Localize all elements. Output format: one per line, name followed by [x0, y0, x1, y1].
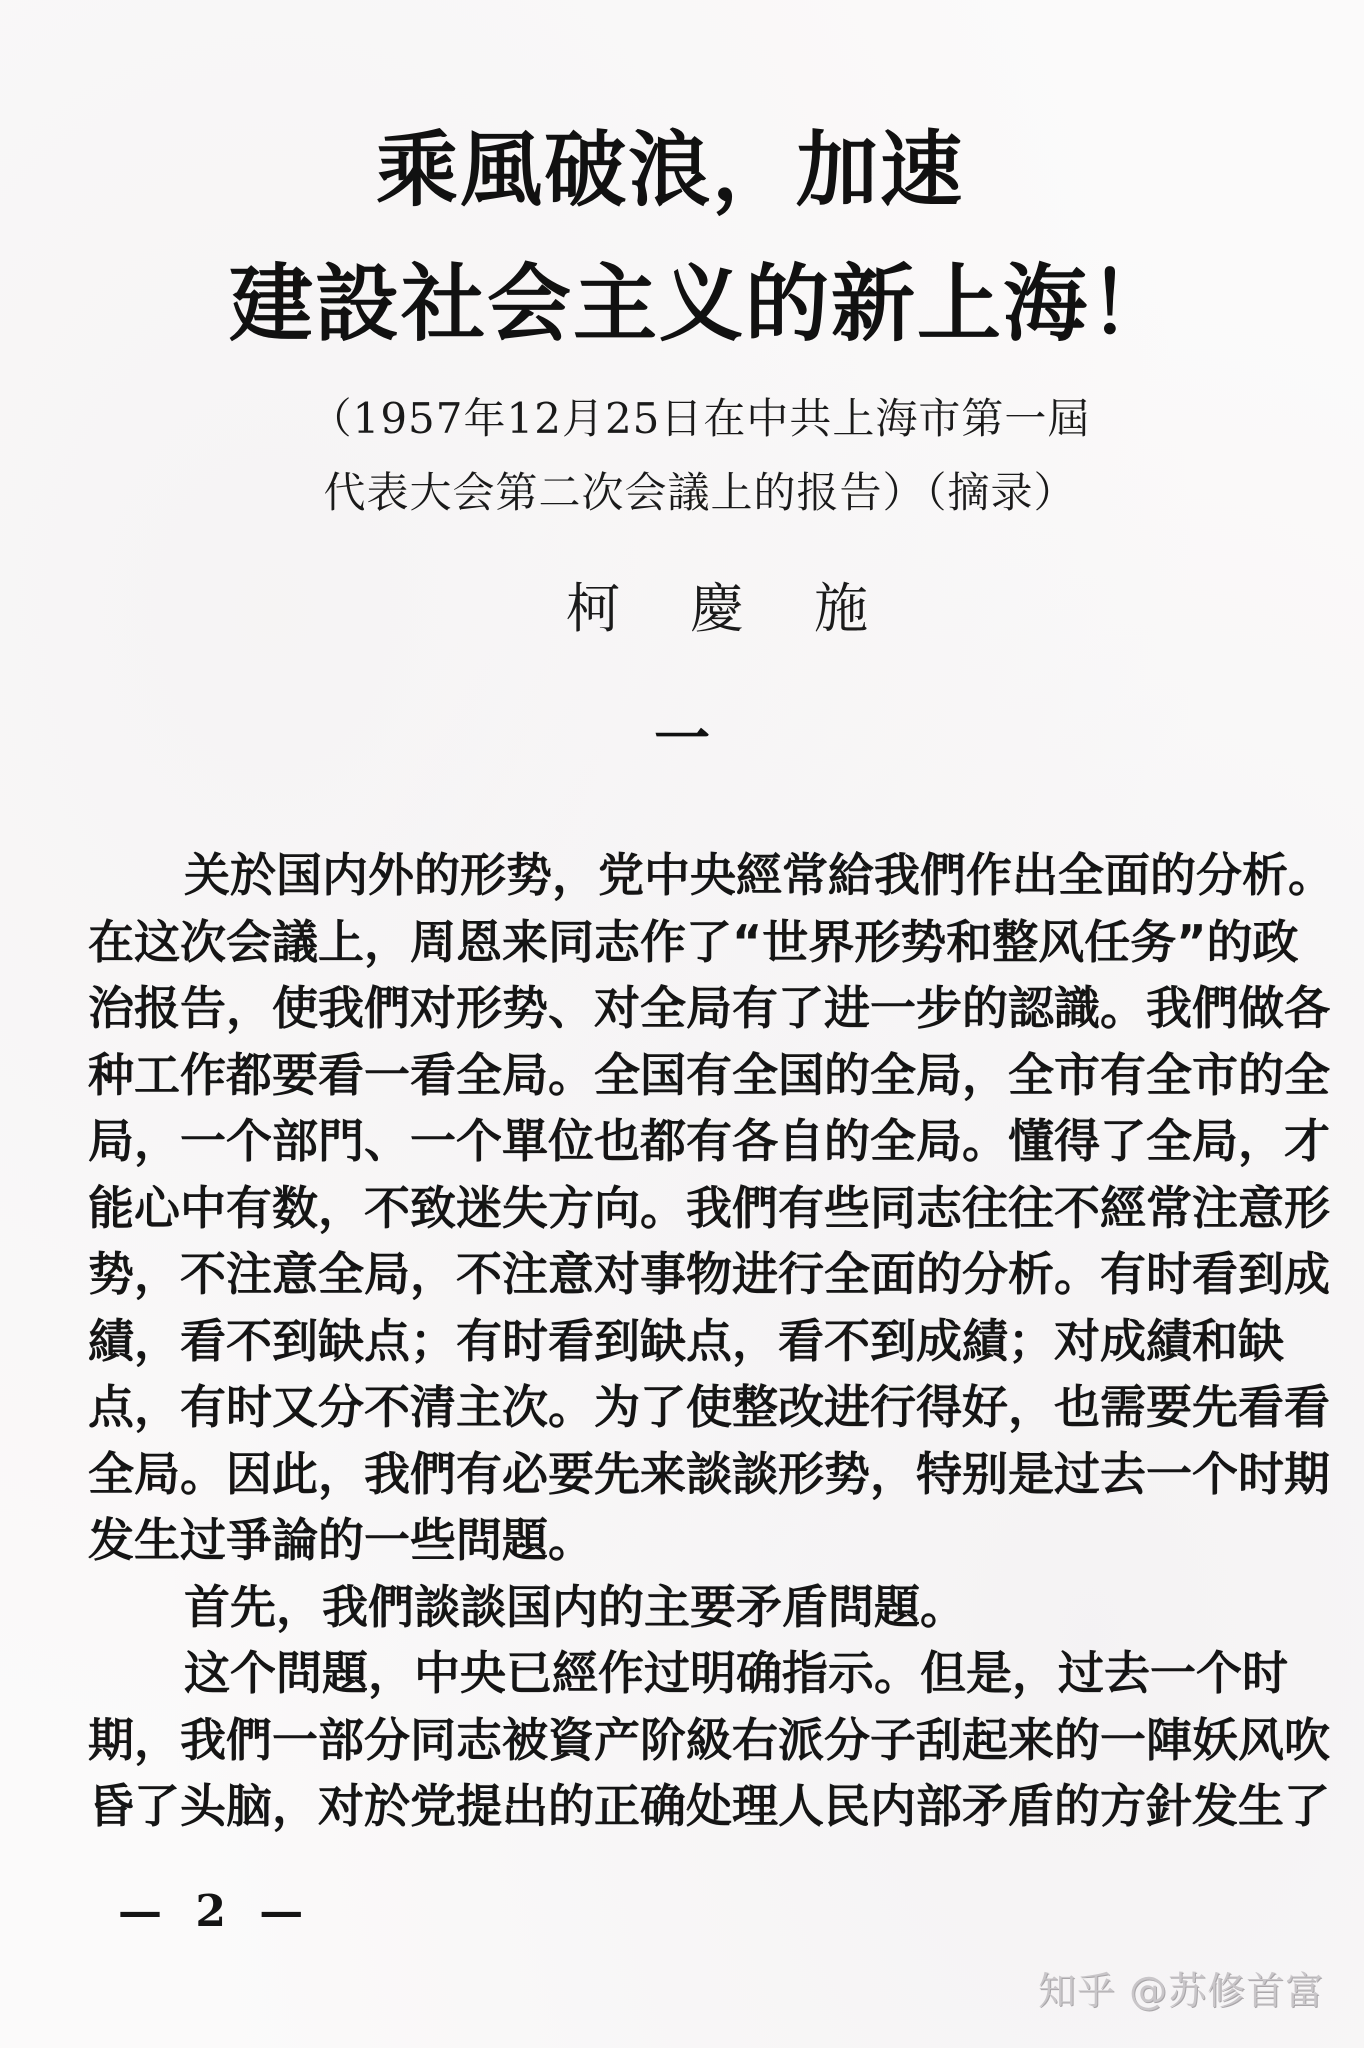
body-line: 在这次会議上，周恩来同志作了“世界形势和整风任务”的政	[88, 914, 1299, 969]
section-number: 一	[654, 707, 710, 772]
body-line: 点，有时又分不清主次。为了使整改进行得好，也需要先看看	[88, 1380, 1330, 1434]
page-number: — 2 —	[118, 1886, 304, 1937]
body-line: 局，一个部門、一个單位也都有各自的全局。懂得了全局，才	[88, 1114, 1330, 1168]
body-line: 能心中有数，不致迷失方向。我們有些同志往往不經常注意形	[88, 1180, 1330, 1235]
body-line: 治报告，使我們对形势、对全局有了进一步的認識。我們做各	[88, 981, 1330, 1035]
body-line: 关於国内外的形势，党中央經常給我們作出全面的分析。	[184, 848, 1334, 902]
author-name: 柯慶施	[566, 577, 938, 640]
body-line: 全局。因此，我們有必要先来談談形势，特别是过去一个时期	[88, 1446, 1330, 1501]
body-line: 势，不注意全局，不注意对事物进行全面的分析。有时看到成	[88, 1247, 1330, 1301]
subtitle-line-2: 代表大会第二次会議上的报告）（摘录）	[323, 468, 1077, 517]
body-line: 发生过爭論的一些問題。	[88, 1513, 594, 1567]
body-line: 昏了头脑，对於党提出的正确处理人民内部矛盾的方針发生了	[88, 1779, 1330, 1833]
title-line-2: 建設社会主义的新上海！	[228, 255, 1175, 353]
title-line-1: 乘風破浪，加速	[375, 123, 964, 218]
subtitle-line-1: （1957年12月25日在中共上海市第一屆	[309, 394, 1091, 443]
body-line: 期，我們一部分同志被資产阶級右派分子刮起来的一陣妖风吹	[88, 1712, 1330, 1767]
body-text	[88, 842, 1334, 1840]
body-line: 种工作都要看一看全局。全国有全国的全局，全市有全市的全	[88, 1047, 1330, 1102]
body-line: 这个問題，中央已經作过明确指示。但是，过去一个时	[184, 1646, 1288, 1700]
body-line: 首先，我們談談国内的主要矛盾問題。	[184, 1579, 966, 1634]
watermark: 知乎 @苏修首富	[1038, 1969, 1325, 2013]
body-line: 績，看不到缺点；有时看到缺点，看不到成績；对成績和缺	[88, 1313, 1284, 1368]
